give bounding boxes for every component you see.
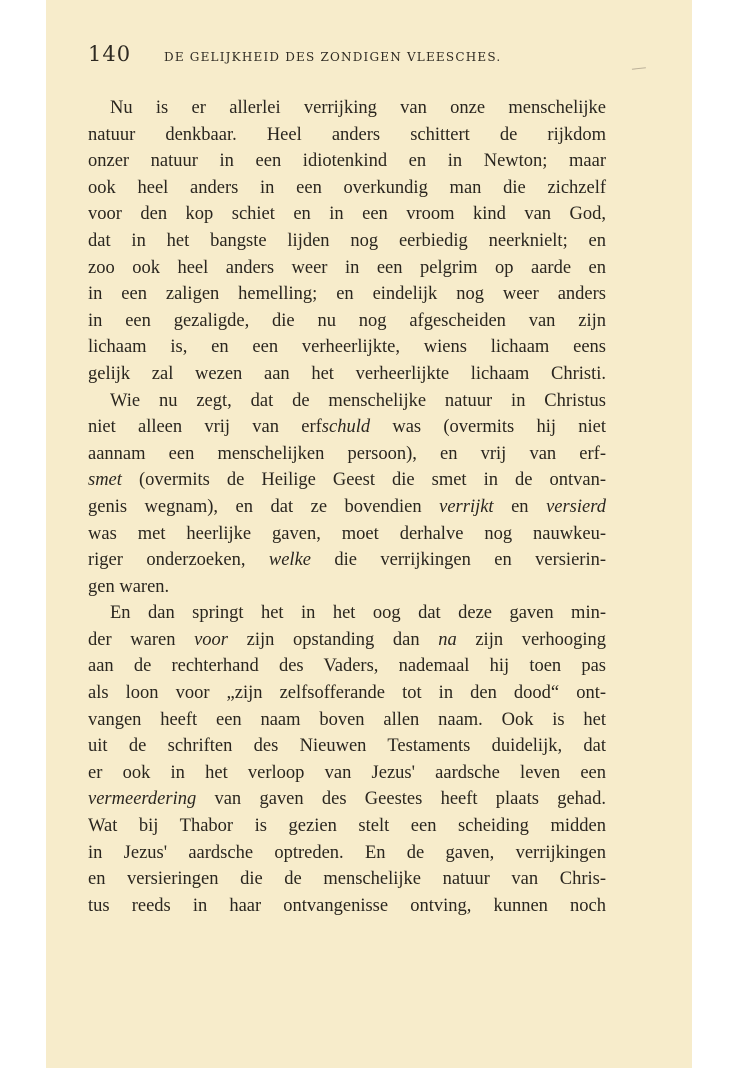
italic-emphasis: welke bbox=[268, 550, 311, 571]
italic-emphasis: verrijkt bbox=[439, 496, 494, 517]
text-line: in een gezaligde, die nu nog afgescheiden van zijn bbox=[88, 310, 606, 331]
text-line: riger onderzoeken, welke die verrijkingen en versierin- bbox=[88, 550, 606, 571]
text-line: onzer natuur in een idiotenkind en in Newton; maar bbox=[88, 151, 606, 172]
text-line: uit de schriften des Nieuwen Testaments duidelijk, dat bbox=[88, 736, 606, 757]
text-line: natuur denkbaar. Heel anders schittert de rijkdom bbox=[88, 124, 606, 145]
text-line: tus reeds in haar ontvangenisse ontving, kunnen noch bbox=[88, 895, 606, 916]
text-line: genis wegnam), en dat ze bovendien verrijkt en versierd bbox=[88, 496, 606, 517]
body-text bbox=[88, 95, 606, 919]
text-line: zoo ook heel anders weer in een pelgrim op aarde en bbox=[88, 257, 606, 278]
italic-emphasis: vermeerdering bbox=[88, 789, 197, 810]
italic-emphasis: na bbox=[438, 629, 457, 650]
text-line: voor den kop schiet en in een vroom kind van God, bbox=[88, 204, 606, 225]
text-line: vangen heeft een naam boven allen naam. Ook is het bbox=[88, 709, 606, 730]
text-line: er ook in het verloop van Jezus' aardsche leven een bbox=[88, 762, 606, 783]
text-line: gen waren. bbox=[88, 576, 170, 597]
text-line: smet (overmits de Heilige Geest die smet in de ontvan- bbox=[88, 470, 606, 491]
text-line: aan de rechterhand des Vaders, nademaal hij toen pas bbox=[88, 656, 606, 677]
text-line: niet alleen vrij van erfschuld was (overmits hij niet bbox=[88, 417, 606, 438]
text-line: in Jezus' aardsche optreden. En de gaven, verrijkingen bbox=[88, 842, 606, 863]
text-line: der waren voor zijn opstanding dan na zijn verhooging bbox=[88, 629, 606, 650]
text-line: ook heel anders in een overkundig man die zichzelf bbox=[88, 177, 606, 198]
text-line: lichaam is, en een verheerlijkte, wiens lichaam eens bbox=[88, 337, 606, 358]
page-header bbox=[88, 42, 608, 70]
text-line: was met heerlijke gaven, moet derhalve nog nauwkeu- bbox=[88, 523, 606, 544]
text-line: Wat bij Thabor is gezien stelt een scheiding midden bbox=[88, 816, 606, 837]
text-line: en versieringen die de menschelijke natuur van Chris- bbox=[88, 869, 606, 890]
italic-emphasis: versierd bbox=[546, 496, 606, 517]
text-line: Wie nu zegt, dat de menschelijke natuur in Christus bbox=[110, 390, 606, 411]
italic-emphasis: schuld bbox=[321, 417, 371, 438]
page-number: 140 bbox=[88, 42, 132, 66]
running-title: DE GELIJKHEID DES ZONDIGEN VLEESCHES. bbox=[164, 50, 502, 64]
text-line: als loon voor „zijn zelfsofferande tot in den dood“ ont- bbox=[88, 683, 606, 704]
text-line: vermeerdering van gaven des Geestes heeft plaats gehad. bbox=[88, 789, 606, 810]
text-line: Nu is er allerlei verrijking van onze menschelijke bbox=[110, 98, 606, 118]
italic-emphasis: smet bbox=[88, 470, 122, 491]
text-line: gelijk zal wezen aan het verheerlijkte lichaam Christi. bbox=[88, 363, 606, 384]
text-line: En dan springt het in het oog dat deze gaven min- bbox=[110, 603, 606, 624]
text-line: dat in het bangste lijden nog eerbiedig neerknielt; en bbox=[88, 230, 606, 251]
text-line: in een zaligen hemelling; en eindelijk nog weer anders bbox=[88, 284, 606, 305]
text-line: aannam een menschelijken persoon), en vrij van erf- bbox=[88, 443, 606, 464]
italic-emphasis: voor bbox=[194, 629, 229, 650]
